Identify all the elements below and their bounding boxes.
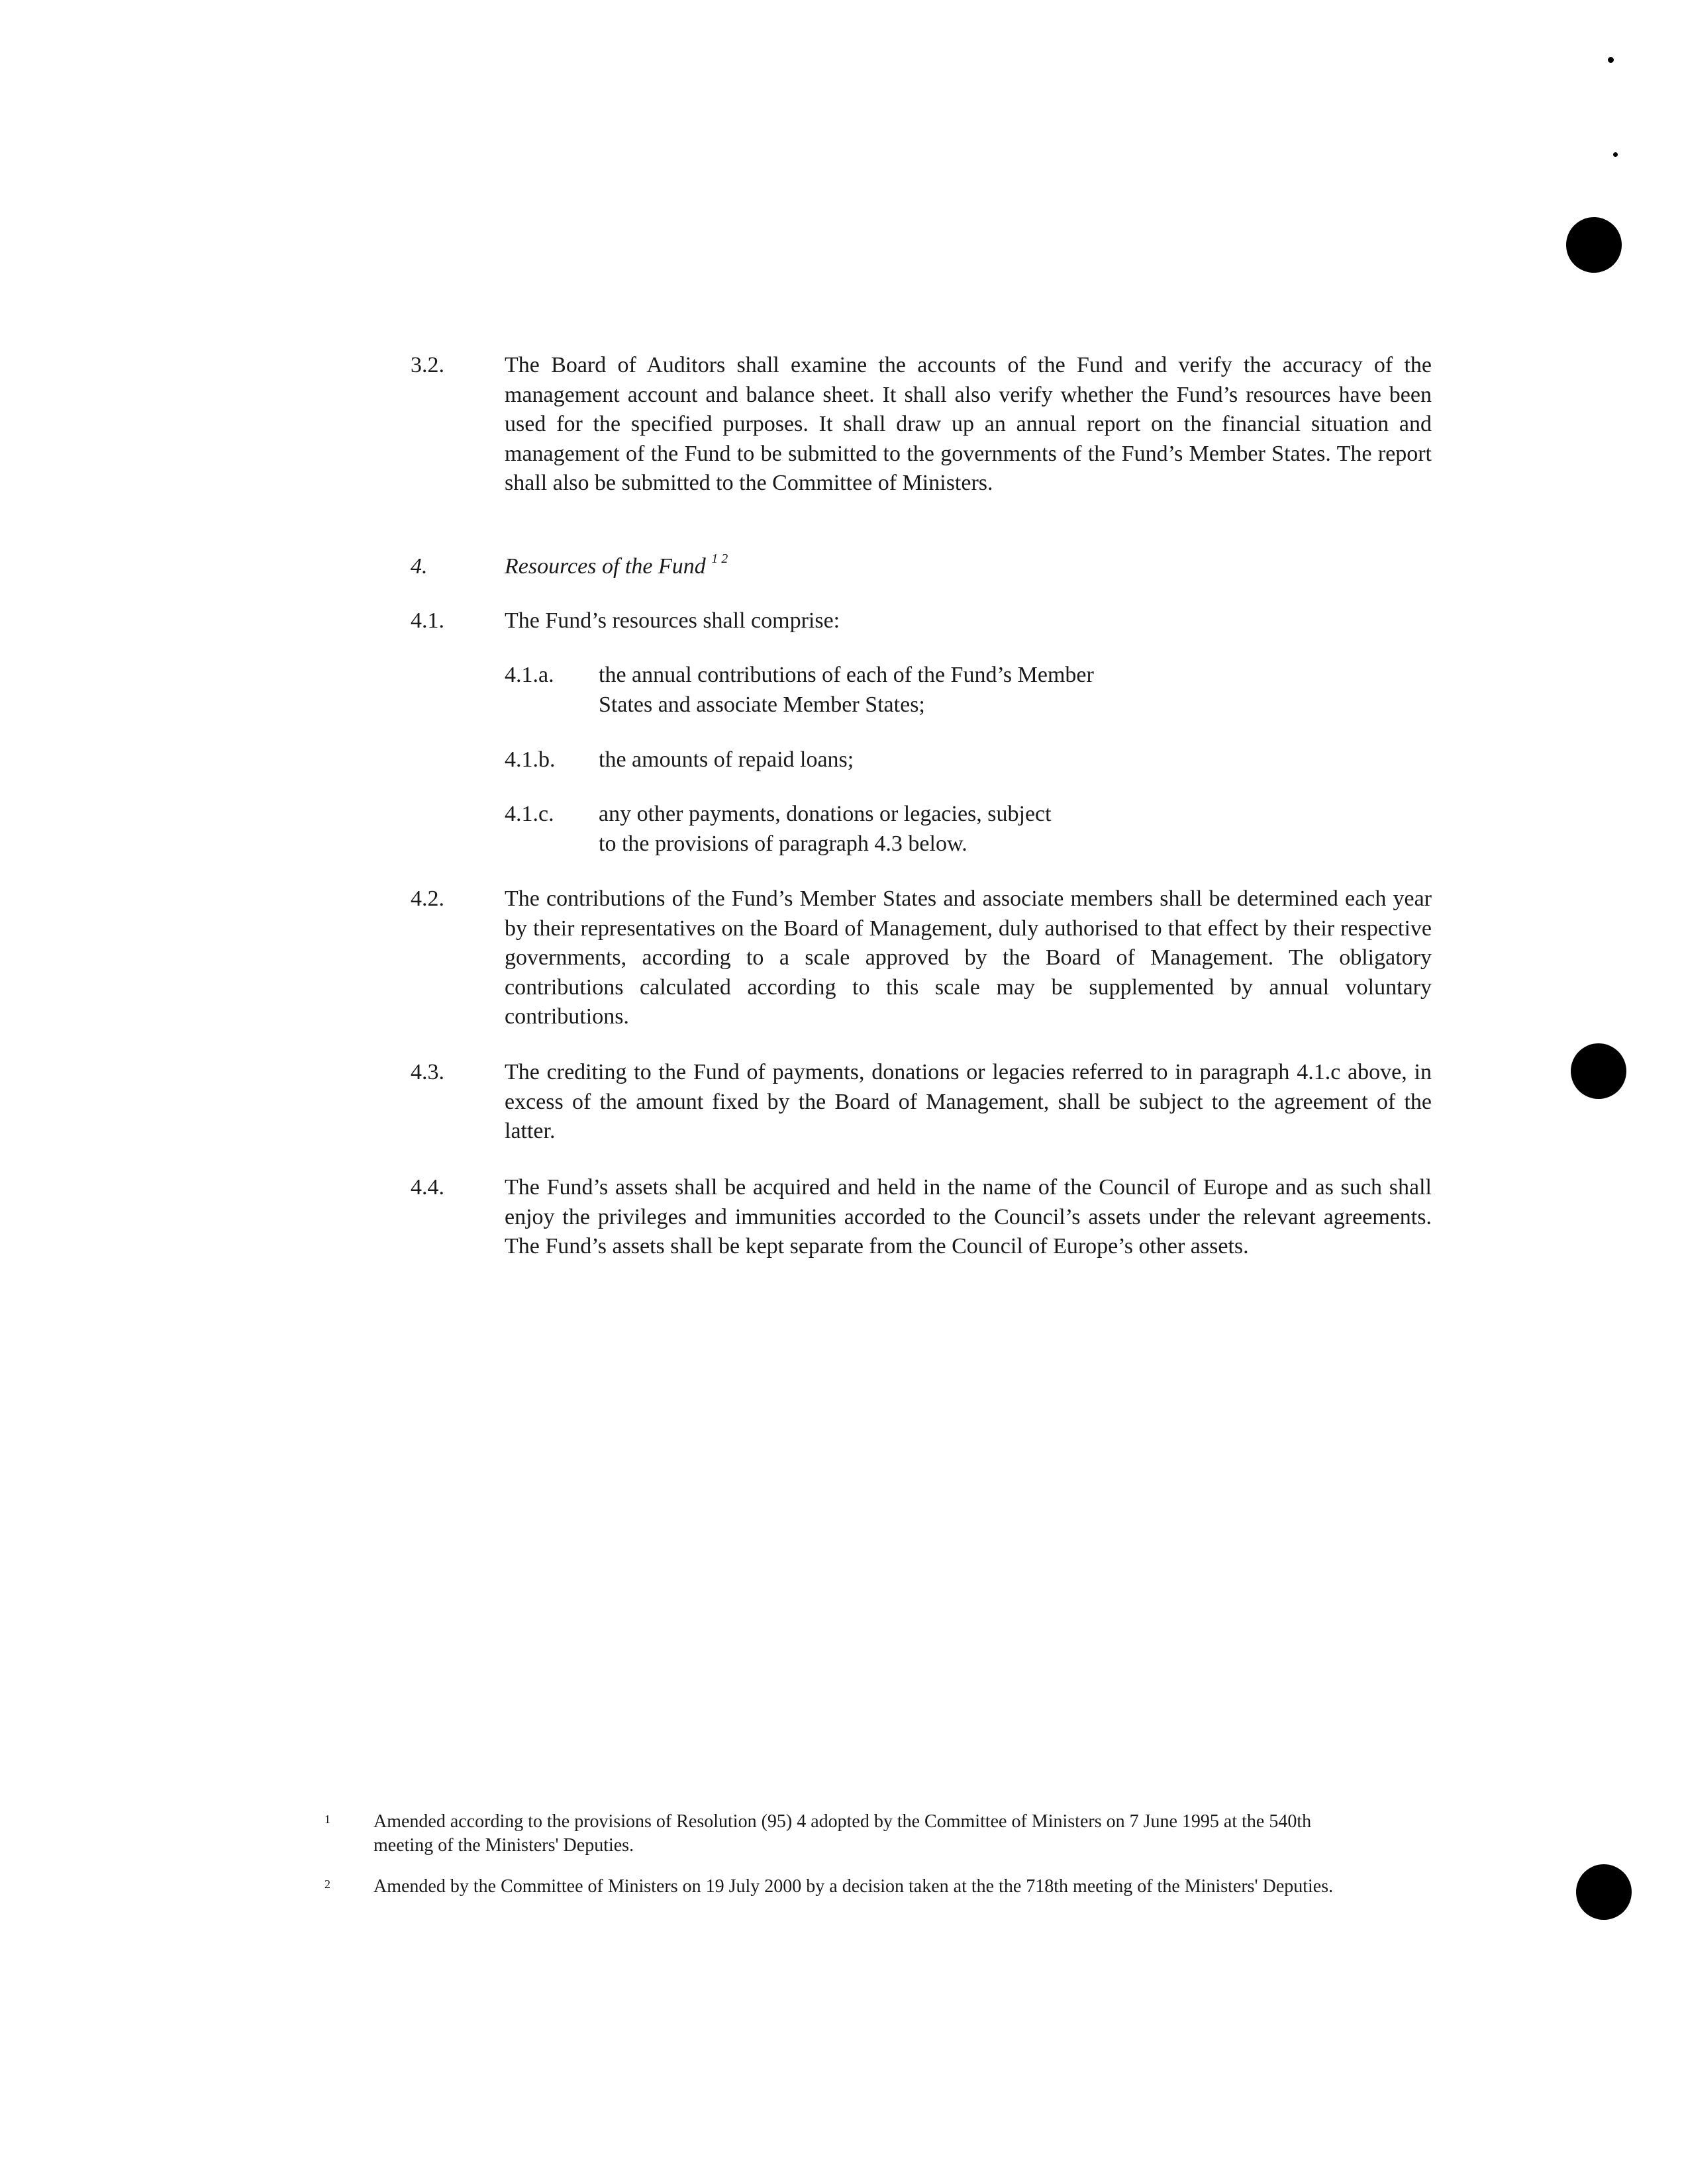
scan-speck <box>1613 152 1618 157</box>
footnote-2 <box>324 1875 1358 1928</box>
footnote-text: Amended according to the provisions of Resolution (95) 4 adopted by the Committee of Ministers on 7 June 1995 at the 540th meeting of the Ministers' Deputies. <box>373 1811 1312 1856</box>
paragraph-4-1 <box>411 606 1338 640</box>
subparagraph-text: the amounts of repaid loans; <box>599 747 854 772</box>
paragraph-number: 4.2. <box>411 886 444 911</box>
section-title-line <box>505 552 1432 582</box>
subparagraph-body <box>599 800 1261 859</box>
paragraph-text: The Board of Auditors shall examine the accounts of the Fund and verify the accuracy of the management account and balance sheet. It shall also verify whether the Fund’s resources have been used for the specified purposes. It shall draw up an annual report on the financial situation and management of the Fund to be submitted to the governments of the Fund’s Member States. The report shall also be submitted to the Committee of Ministers. <box>505 353 1432 495</box>
subparagraph-number: 4.1.b. <box>505 747 556 772</box>
paragraph-text: The Fund’s resources shall comprise: <box>505 608 840 633</box>
subparagraph-number: 4.1.c. <box>505 802 554 826</box>
paragraph-number: 4.3. <box>411 1060 444 1084</box>
punch-hole-bottom <box>1576 1864 1632 1920</box>
paragraph-text: The contributions of the Fund’s Member States and associate members shall be determined each year by their representatives on the Board of Management, duly authorised to that effect by their respective governments, according to a scale approved by the Board of Management. The obligatory contributions calculated according to this scale may be supplemented by annual voluntary contributions. <box>505 886 1432 1029</box>
paragraph-4-3 <box>411 1058 1432 1151</box>
scan-speck <box>1608 57 1614 63</box>
footnote-reference[interactable]: 1 2 <box>711 551 728 566</box>
paragraph-number: 4.4. <box>411 1175 444 1200</box>
subparagraph-body <box>599 661 1261 720</box>
footnote-mark: 2 <box>324 1877 330 1891</box>
subparagraph-line: to the provisions of paragraph 4.3 below. <box>599 831 967 856</box>
footnote-1 <box>324 1810 1358 1863</box>
paragraph-4-2 <box>411 884 1432 1037</box>
subparagraph-line: any other payments, donations or legacies, subject <box>599 802 1052 826</box>
section-number: 4. <box>411 554 428 579</box>
subparagraph-4-1-b <box>505 745 1299 779</box>
paragraph-number: 4.1. <box>411 608 444 633</box>
punch-hole-top <box>1566 217 1622 273</box>
section-title: Resources of the Fund <box>505 554 706 579</box>
subparagraph-line: States and associate Member States; <box>599 692 925 717</box>
punch-hole-middle <box>1571 1043 1626 1099</box>
footnote-text: Amended by the Committee of Ministers on 19 July 2000 by a decision taken at the the 718th meeting of the Ministers' Deputies. <box>373 1876 1334 1897</box>
paragraph-text: The Fund’s assets shall be acquired and held in the name of the Council of Europe and as such shall enjoy the privileges and immunities accorded to the Council’s assets under the relevant agreements. The Fund’s assets shall be kept separate from the Council of Europe’s other assets. <box>505 1175 1432 1258</box>
section-heading-4 <box>411 552 1338 585</box>
paragraph-text: The crediting to the Fund of payments, donations or legacies referred to in paragraph 4.1.c above, in excess of the amount fixed by the Board of Management, shall be subject to the agreement of the latter. <box>505 1060 1432 1143</box>
subparagraph-number: 4.1.a. <box>505 663 554 687</box>
paragraph-number: 3.2. <box>411 353 444 377</box>
paragraph-4-4 <box>411 1173 1432 1296</box>
footnote-mark: 1 <box>324 1813 330 1826</box>
subparagraph-line: the annual contributions of each of the Fund’s Member <box>599 663 1094 687</box>
subparagraph-4-1-c <box>505 800 1299 863</box>
paragraph-3-2 <box>411 351 1432 530</box>
subparagraph-4-1-a <box>505 661 1299 724</box>
